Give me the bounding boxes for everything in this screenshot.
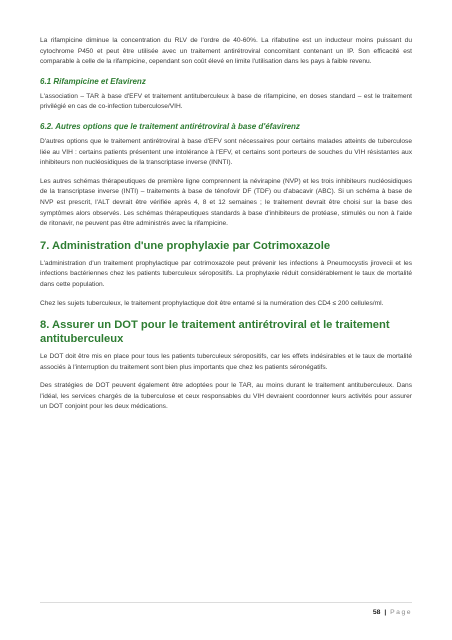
paragraph-autres-schemas: Les autres schémas thérapeutiques de première ligne comprennent la névirapine (NVP) et les trois inhibiteurs nucléosidiques de la transcriptase inverse (INTI) – traitements à base de ténofovir DF (TDF) ou d'abacavir (ABC). Si un schéma à base de NVP est prescrit, l'ALT devrait être vérifiée après 4, 8 et 12 semaines ; le traitement devrait être choisi sur la base des symptômes alors observés. Les schémas thérapeutiques standards à base d'inhibiteurs de protéase, stimulés ou non à l'aide de ritonavir, ne peuvent pas être administrés avec la rifampicine.	[40, 177, 412, 228]
paragraph-cotrimoxazole: L'administration d'un traitement prophylactique par cotrimoxazole peut prévenir les infections à Pneumocystis jirovecii et les infections bactériennes chez les patients tuberculeux séropositifs. La prophylaxie réduit considérablement le taux de mortalité dans cette population.	[40, 259, 412, 288]
paragraph-dot: Le DOT doit être mis en place pour tous les patients tuberculeux séropositifs, car les effets indésirables et le taux de mortalité associés à l'interruption du traitement sont bien plus importants que chez les patients séronégatifs.	[40, 353, 412, 371]
paragraph-autres-options: D'autres options que le traitement antirétroviral à base d'EFV sont nécessaires pour certains malades atteints de tuberculose liée au VIH : certains patients présentent une intolérance à l'EFV, et certains sont porteurs de souches du VIH résistantes aux inhibiteurs non nucléosidiques de la transcriptase inverse (INNTI).	[40, 137, 412, 167]
page-number: 58	[372, 609, 381, 616]
page-label: Page	[390, 609, 412, 616]
page-footer	[373, 609, 412, 616]
footer-divider	[40, 602, 412, 603]
heading-section-8: 8. Assurer un DOT pour le traitement antirétroviral et le traitement antituberculeux	[40, 319, 390, 346]
paragraph-strategies-dot: Des stratégies de DOT peuvent également être adoptées pour le TAR, au moins durant le traitement antituberculeux. Dans l'idéal, les services chargés de la tuberculose et ceux responsables du VIH devraient coordonner leurs activités pour assurer un DOT conjoint pour les deux médications.	[40, 382, 412, 411]
footer-separator: |	[384, 609, 387, 616]
heading-section-7: 7. Administration d'une prophylaxie par Cotrimoxazole	[40, 239, 331, 252]
paragraph-rifampicine-rlv: La rifampicine diminue la concentration du RLV de l'ordre de 40-60%. La rifabutine est un inducteur moins puissant du cytochrome P450 et peut être utilisée avec un traitement antirétroviral concomitant contenant un IP. Son efficacité est comparable à celle de la rifampicine, cependant son coût élevé en limite l'utilisation dans les pays à faible revenu.	[40, 37, 412, 66]
heading-6-2: 6.2. Autres options que le traitement antirétroviral à base d'éfavirenz	[40, 121, 300, 131]
heading-6-1: 6.1 Rifampicine et Efavirenz	[40, 76, 146, 86]
paragraph-association-tar: L'association – TAR à base d'EFV et traitement antituberculeux à base de rifampicine, en doses standard – est le traitement privilégié en cas de co-infection tuberculose/VIH.	[40, 92, 412, 111]
paragraph-cd4: Chez les sujets tuberculeux, le traitement prophylactique doit être entamé si la numération des CD4 ≤ 200 cellules/ml.	[40, 299, 384, 307]
page-content	[40, 36, 412, 421]
